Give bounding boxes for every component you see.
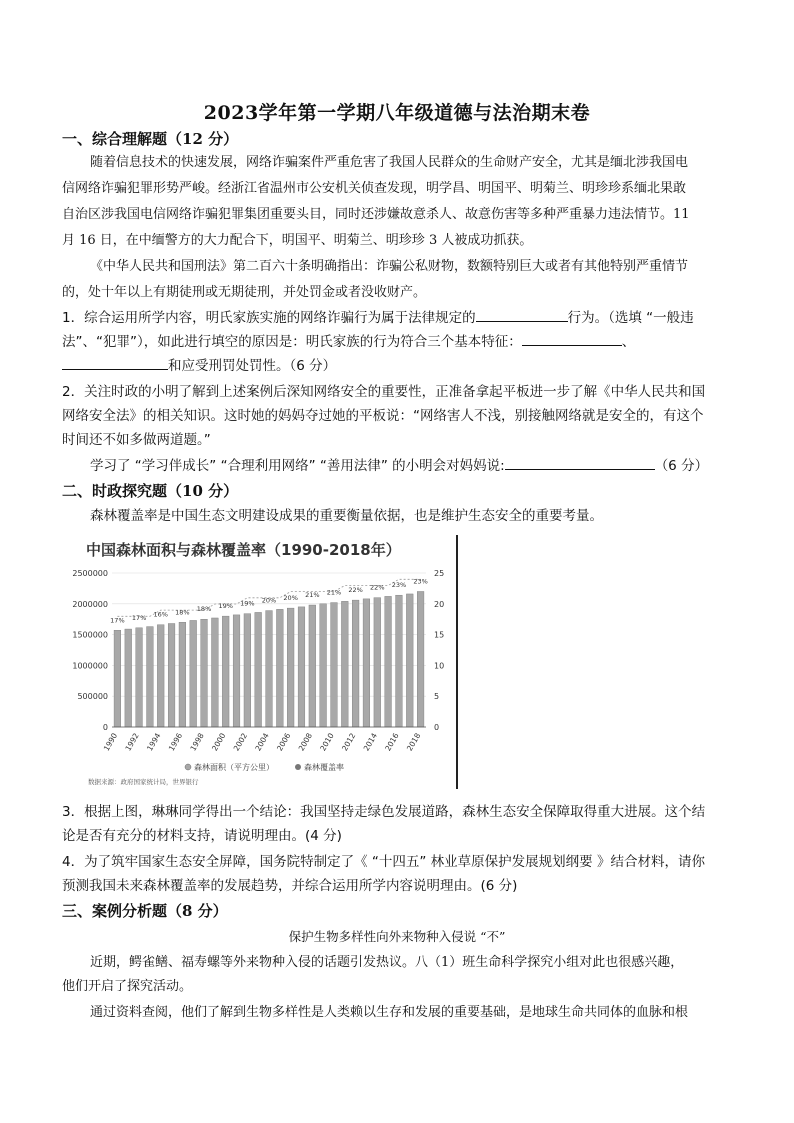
q2-line-1: 2．关注时政的小明了解到上述案例后深知网络安全的重要性，正准备拿起平板进一步了解《中华人民共和国 [62, 384, 706, 400]
coverage-rate-label: 19% [218, 602, 233, 611]
forest-chart-svg [68, 535, 460, 789]
y-right-tick-label: 25 [434, 569, 445, 578]
legend-rate-swatch [295, 764, 301, 770]
exam-title: 2023学年第一学期八年级道德与法治期末卷 [203, 102, 591, 124]
coverage-rate-label: 19% [240, 599, 255, 608]
s3-line-3: 通过资料查阅，他们了解到生物多样性是人类赖以生存和发展的重要基础，是地球生命共同体的血脉和根 [90, 1005, 689, 1020]
q1-line-1 [62, 306, 734, 331]
forest-area-bar [201, 619, 208, 727]
y-left-tick-label: 1000000 [72, 661, 108, 671]
coverage-rate-label: 21% [305, 591, 320, 600]
forest-area-bar [331, 603, 338, 727]
forest-area-bar [396, 595, 403, 727]
q1-text-a: 1．综合运用所学内容，明氏家族实施的网络诈骗行为属于法律规定的 [62, 310, 476, 326]
forest-area-bar [276, 609, 283, 727]
q3-line-2: 论是否有充分的材料支持，请说明理由。(4 分) [62, 828, 342, 844]
q2-line-3: 时间还不如多做两道题。” [62, 432, 211, 448]
forest-area-bar [190, 620, 197, 727]
coverage-rate-label: 16% [153, 610, 168, 619]
x-tick-label: 2014 [361, 731, 380, 753]
x-tick-label: 2002 [231, 731, 250, 753]
q1-text-b: 行为。（选填 “一般违 [567, 310, 694, 326]
x-tick-label: 2006 [275, 731, 293, 753]
q2-text-a: 学习了 “学习伴成长” “合理利用网络” “善用法律” 的小明会对妈妈说: [90, 458, 505, 474]
forest-area-bar [244, 614, 251, 727]
q3-line-1: 3．根据上图，琳琳同学得出一个结论：我国坚持走绿色发展道路，森林生态安全保障取得重大进展。这个结 [62, 804, 706, 820]
x-tick-label: 2016 [383, 731, 401, 753]
s1-line-1: 随着信息技术的快速发展，网络诈骗案件严重危害了我国人民群众的生命财产安全，尤其是缅北涉我国电 [90, 155, 689, 170]
y-left-tick-label: 1500000 [72, 630, 108, 640]
chart-title: 中国森林面积与森林覆盖率（1990-2018年） [86, 541, 401, 559]
q1-blank-1[interactable] [476, 307, 568, 322]
x-tick-label: 2010 [318, 731, 336, 753]
q4-line-2: 预测我国未来森林覆盖率的发展趋势，并综合运用所学内容说明理由。(6 分) [62, 878, 518, 894]
q1-text-c: 法”、“犯罪”），如此进行填空的原因是：明氏家族的行为符合三个基本特征： [62, 334, 522, 350]
s2-intro: 森林覆盖率是中国生态文明建设成果的重要衡量依据，也是维护生态安全的重要考量。 [90, 508, 603, 524]
forest-area-bar [233, 615, 240, 727]
x-tick-label: 2000 [210, 731, 228, 753]
s1-line-4: 月 16 日，在中缅警方的大力配合下，明国平、明菊兰、明珍珍 3 人被成功抓获。 [62, 233, 533, 248]
forest-area-bar [147, 627, 154, 727]
q2-line-4 [90, 454, 734, 479]
forest-area-bar [255, 612, 262, 727]
q4-line-1: 4．为了筑牢国家生态安全屏障，国务院特制定了《 “十四五” 林业草原保护发展规划纲要 》结合材料，请你 [62, 854, 705, 870]
q1-text-d: 、 [621, 334, 636, 350]
x-tick-label: 2004 [253, 731, 271, 753]
forest-area-bar [114, 630, 121, 727]
coverage-rate-label: 18% [175, 608, 190, 617]
forest-area-bar [136, 628, 143, 727]
x-tick-label: 1990 [101, 731, 120, 753]
forest-area-bar [125, 629, 132, 727]
y-left-tick-label: 2500000 [72, 569, 108, 578]
s3-line-2: 他们开启了探究活动。 [62, 979, 193, 994]
chart-divider [456, 535, 458, 789]
y-left-tick-label: 2000000 [72, 599, 108, 609]
s1-line-6: 的，处十年以上有期徒刑或无期徒刑，并处罚金或者没收财产。 [62, 285, 427, 300]
coverage-rate-label: 23% [413, 577, 428, 586]
forest-chart [68, 535, 460, 789]
x-tick-label: 1996 [166, 731, 185, 753]
q1-blank-3[interactable] [62, 355, 168, 370]
forest-area-bar [212, 618, 219, 727]
q2-line-2: 网络安全法》的相关知识。这时她的妈妈夺过她的平板说：“网络害人不浅，别接触网络就是安全的，有这个 [62, 408, 704, 424]
q1-line-2 [62, 330, 734, 355]
forest-area-bar [309, 605, 316, 727]
coverage-rate-label: 21% [326, 588, 342, 597]
coverage-rate-label: 22% [348, 586, 363, 595]
x-tick-label: 2008 [296, 731, 315, 753]
y-left-tick-label: 0 [102, 723, 108, 732]
coverage-rate-label: 20% [283, 594, 298, 603]
x-tick-label: 1998 [188, 731, 206, 753]
x-tick-label: 2012 [340, 731, 358, 753]
q1-text-e: 和应受刑罚处罚性。（6 分） [168, 358, 337, 374]
forest-area-bar [417, 591, 424, 727]
forest-area-bar [320, 604, 327, 727]
y-right-tick-label: 15 [434, 630, 445, 640]
s3-material-title: 保护生物多样性向外来物种入侵说 “不” [288, 929, 506, 944]
y-left-tick-label: 500000 [77, 692, 108, 702]
y-right-tick-label: 20 [434, 599, 445, 609]
forest-area-bar [374, 598, 381, 727]
s1-line-2: 信网络诈骗犯罪形势严峻。经浙江省温州市公安机关侦查发现，明学昌、明国平、明菊兰、明珍珍系缅北果敢 [62, 181, 687, 196]
x-tick-label: 1992 [123, 731, 141, 753]
forest-area-bar [168, 624, 175, 727]
coverage-rate-label: 17% [110, 616, 125, 625]
section-1-heading: 一、综合理解题（12 分） [62, 130, 239, 148]
s3-line-1: 近期，鳄雀鳝、福寿螺等外来物种入侵的话题引发热议。八（1）班生命科学探究小组对此也很感兴趣， [90, 955, 684, 970]
q2-text-b: （6 分） [654, 458, 709, 474]
coverage-rate-label: 22% [370, 583, 385, 592]
forest-area-bar [363, 599, 370, 727]
forest-area-bar [298, 607, 305, 727]
s1-line-5: 《中华人民共和国刑法》第二百六十条明确指出：诈骗公私财物，数额特别巨大或者有其他特别严重情节 [90, 259, 689, 274]
section-2-heading: 二、时政探究题（10 分） [62, 482, 239, 500]
forest-area-bar [266, 611, 273, 727]
chart-source: 数据来源：政府国家统计局，世界银行 [88, 778, 199, 786]
q1-blank-2[interactable] [522, 331, 622, 346]
forest-area-bar [157, 625, 164, 727]
legend-area-label: 森林面积（平方公里） [194, 763, 274, 772]
y-right-tick-label: 10 [434, 661, 445, 671]
forest-area-bar [406, 594, 413, 727]
y-right-tick-label: 5 [434, 692, 440, 702]
forest-area-bar [179, 622, 186, 727]
forest-area-bar [352, 600, 359, 727]
coverage-rate-label: 18% [196, 605, 212, 614]
forest-area-bar [385, 596, 392, 727]
legend-rate-label: 森林覆盖率 [304, 763, 344, 772]
coverage-rate-label: 17% [131, 613, 147, 622]
x-tick-label: 2018 [404, 731, 423, 753]
q1-line-3 [62, 354, 734, 379]
legend-area-swatch [185, 764, 191, 770]
y-right-tick-label: 0 [434, 723, 440, 732]
forest-area-bar [222, 616, 229, 727]
x-tick-label: 1994 [145, 731, 163, 753]
forest-area-bar [287, 608, 294, 727]
forest-area-bar [341, 601, 348, 727]
section-3-heading: 三、案例分析题（8 分） [62, 902, 228, 920]
coverage-rate-label: 20% [261, 596, 277, 605]
s1-line-3: 自治区涉我国电信网络诈骗犯罪集团重要头目，同时还涉嫌故意杀人、故意伤害等多种严重暴力违法情节。11 [62, 207, 690, 222]
coverage-rate-label: 23% [391, 581, 407, 590]
q2-blank[interactable] [505, 455, 655, 470]
